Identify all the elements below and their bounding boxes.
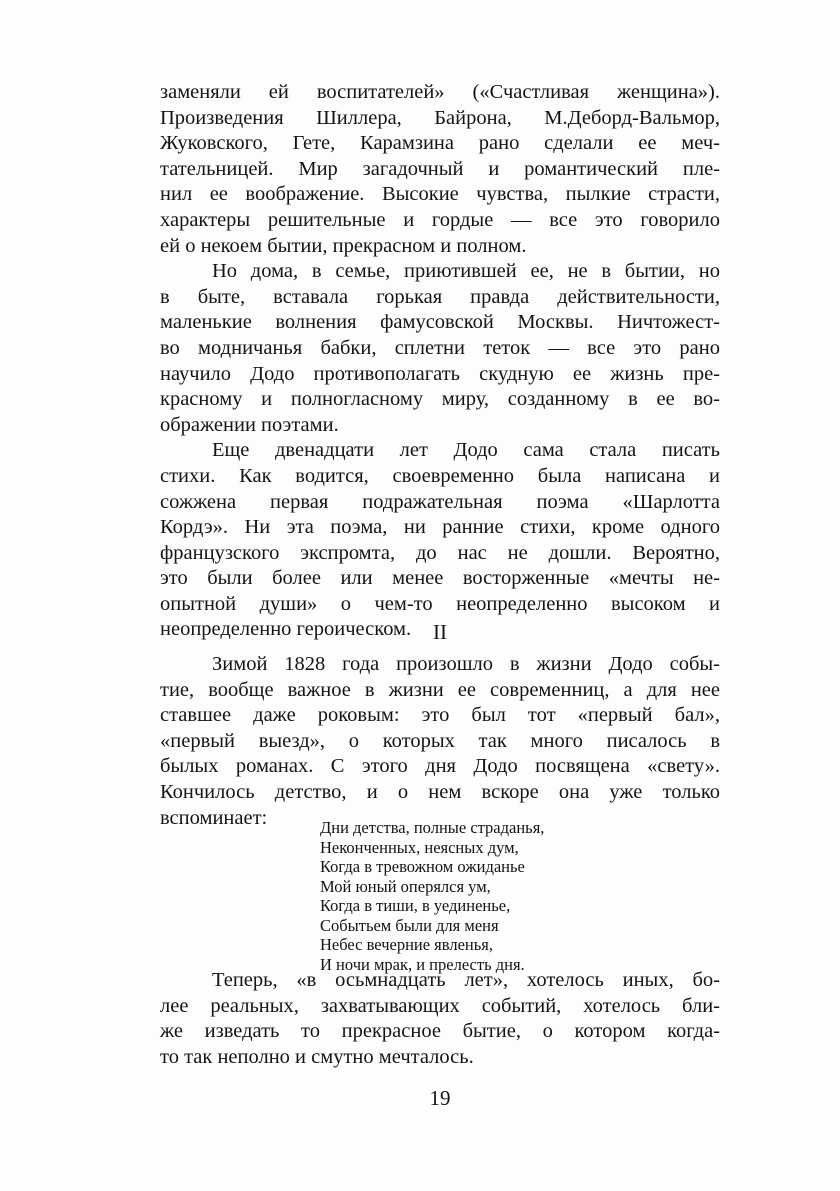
paragraph-2: [160, 259, 720, 438]
page-number: 19: [429, 1086, 451, 1110]
text-line: вспоминает:: [160, 806, 268, 829]
text-line: Жуковского, Гете, Карамзина рано сделали ее меч-: [160, 132, 720, 155]
text-block-top: [160, 80, 720, 643]
poem-line: Небес вечерние явленья,: [320, 935, 493, 954]
text-block-middle: [160, 652, 720, 831]
section-heading: II: [433, 620, 447, 644]
poem-line: Когда в тиши, в уединенье,: [320, 896, 511, 915]
text-line: заменяли ей воспитателей» («Счастливая женщина»).: [160, 81, 720, 103]
text-block-bottom: [160, 968, 720, 1070]
text-line: былых романах. С этого дня Додо посвящена «свету».: [160, 755, 720, 778]
text-line: тательницей. Мир загадочный и романтический пле-: [160, 157, 720, 180]
text-line: неопределенно героическом.: [160, 618, 412, 641]
poem-line: Неконченных, неясных дум,: [320, 837, 519, 857]
text-line: Кордэ». Ни эта поэма, ни ранние стихи, кроме одного: [160, 516, 720, 539]
text-line: ображении поэтами.: [160, 413, 339, 436]
text-line: нил ее воображение. Высокие чувства, пылкие страсти,: [160, 183, 720, 206]
text-line: тие, вообще важное в жизни ее современниц, а для нее: [160, 678, 720, 701]
poem-line: Когда в тревожном ожиданье: [320, 857, 525, 876]
paragraph-4: [160, 652, 720, 831]
poem-line: Мой юный оперялся ум,: [320, 876, 491, 896]
text-line: в быте, вставала горькая правда действительности,: [160, 285, 720, 308]
poem-line: И ночи мрак, и прелесть дня.: [320, 954, 525, 974]
text-line: французского экспромта, до нас не дошли. Вероятно,: [160, 541, 720, 564]
text-line: Теперь, «в осьмнадцать лет», хотелось иных, бо-: [212, 969, 720, 991]
text-line: ставшее даже роковым: это был тот «первый бал»,: [160, 704, 720, 727]
text-line: маленькие волнения фамусовской Москвы. Ничтожест-: [160, 311, 720, 334]
text-line: Но дома, в семье, приютившей ее, не в бытии, но: [212, 260, 720, 283]
text-line: «первый выезд», о которых так много писалось в: [160, 729, 720, 752]
poem-quote: [320, 818, 544, 974]
paragraph-5: [160, 968, 720, 1070]
text-line: красному и полногласному миру, созданному в ее во-: [160, 388, 720, 411]
text-line: во модничанья бабки, сплетни теток — все это рано: [160, 336, 720, 359]
text-line: опытной души» о чем-то неопределенно высоком и: [160, 592, 720, 615]
paragraph-1: [160, 80, 720, 259]
text-line: Кончилось детство, и о нем вскоре она уже только: [160, 780, 720, 803]
paragraph-3: [160, 438, 720, 643]
text-line: стихи. Как водится, своевременно была написана и: [160, 464, 720, 487]
text-line: Зимой 1828 года произошло в жизни Додо собы-: [212, 653, 720, 675]
text-line: Произведения Шиллера, Байрона, М.Деборд-Вальмор,: [160, 106, 720, 129]
poem-line: Событьем были для меня: [320, 915, 499, 935]
text-line: сожжена первая подражательная поэма «Шарлотта: [160, 490, 720, 513]
text-line: характеры решительные и гордые — все это говорило: [160, 208, 720, 231]
text-line: это были более или менее восторженные «мечты не-: [160, 567, 720, 590]
text-line: лее реальных, захватывающих событий, хотелось бли-: [160, 994, 720, 1017]
text-line: то так неполно и смутно мечталось.: [160, 1045, 474, 1068]
poem-line: Дни детства, полные страданья,: [320, 818, 545, 837]
text-line: научило Додо противополагать скудную ее жизнь пре-: [160, 362, 720, 385]
text-line: Еще двенадцати лет Додо сама стала писать: [212, 439, 720, 462]
text-line: ей о некоем бытии, прекрасном и полном.: [160, 234, 527, 257]
text-line: же изведать то прекрасное бытие, о котором когда-: [160, 1020, 720, 1043]
